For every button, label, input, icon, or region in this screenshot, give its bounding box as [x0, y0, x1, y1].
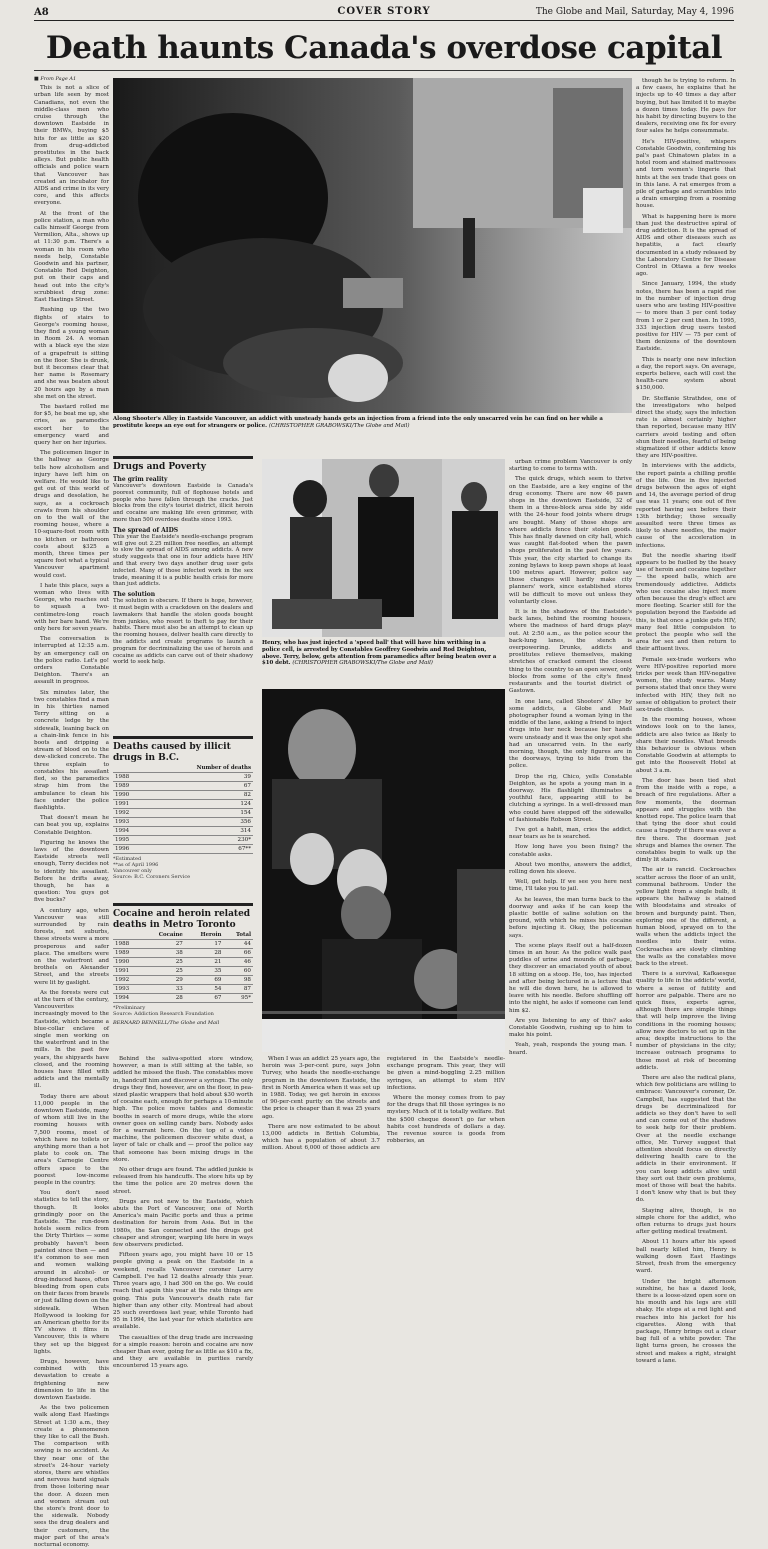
table-cell: 98: [223, 976, 253, 985]
article-paragraph: The conversation is interrupted at 12:35 a.m. by an emergency call on the police radio. Let's go! orders Constable Deighton. There's an assault in progress.: [34, 636, 109, 686]
table-row: [113, 940, 253, 949]
table-row: [113, 845, 253, 854]
article-paragraph: That doesn't mean he can beat you up, explains Constable Deighton.: [34, 815, 109, 836]
article-column-1: [34, 76, 109, 1549]
photo2-caption: [262, 640, 505, 667]
table-note: *Preliminary: [113, 1005, 146, 1011]
deaths-cell: 39: [146, 773, 253, 782]
article-paragraph: It is in the shadows of the Eastside's back lanes, behind the rooming houses, where the madness of hard drugs plays out. At 2:50 a.m., as the police scour the back-lung lanes, the stench is overpowering. Drunks, addicts and prostitutes relieve themselves, making stretches of cracked cement the closest thing to the country to an open sewer, only blocks from some of the city's finest restaurants and the tourist district of Gastown.: [509, 609, 632, 695]
article-paragraph: He's HIV-positive, whispers Constable Goodwin, confirming his pal's past Chinatown plates in a hotel room and stained mattresses and torn women's lingerie that hints at the sex trade that goes on in this lane. A rat emerges from a pile of garbage and scrambles into a drain emerging from a rooming house.: [636, 138, 736, 210]
table-row: [113, 827, 253, 836]
article-paragraph: As he leaves, the man turns back to the doorway and asks if he can keep the plastic bottle of saline solution on the ground, with which he mixes his cocaine before injecting it. Okay, the policeman says.: [509, 896, 632, 939]
sidebar-text: This year the Eastside's needle-exchange program will give out 2.25 million free needles, an attempt to slow the spread of AIDS among addicts. A new study suggests that one in four addicts have HIV and that every two days another drug user gets infected. Many of those infected work in the sex trade, meaning it is a public health crisis for more than just addicts.: [113, 533, 253, 588]
photo-injection-alley-image: [113, 78, 632, 413]
year-cell: 1988: [113, 773, 146, 782]
article-paragraph: In interviews with the addicts, the report paints a chilling profile of the life. One in five injected drugs between the ages of eight and 14, the average period of drug use was 11 years; one out of five reported having sex before their 13th birthday; those sexually assaulted were three times as likely to share needles, the major cause of the acceleration in infections.: [636, 463, 736, 549]
article-paragraph: No other drugs are found. The addled junkie is released from his handcuffs. The store hits up by the time the police are 20 metres down the street.: [113, 1167, 253, 1195]
article-paragraph: A century ago, when Vancouver was still surrounded by rain forests, not suburbs, these streets were a more prosperous and safer place. The smelters were on the waterfront and brothels on Alexander Street, and the streets were lit by gaslight.: [34, 907, 109, 986]
table-cell: 46: [223, 958, 253, 967]
sidebar-text: The solution is obscure. If there is hope, however, it must begin with a crackdown on the dealers and lawmakers that handle the stolen goods bought from junkies, who resort to theft to pay for their habits. There must also be an attempt to clean up the rooming houses, deliver health care directly to the addicts and create programs to launch a program for decriminalizing the use of heroin and cocaine as addicts can carve out of their shadowy world to seek help.: [113, 598, 253, 666]
toronto-deaths-grid: [113, 931, 253, 1003]
table-cell: 28: [185, 949, 224, 958]
article-paragraph: But the needle sharing itself appears to be fuelled by the heavy use of heroin and cocaine together — the speed balls, which are tremendously addictive. Addicts who use cocaine also inject more often because the drug's effect are more fleeting. Scarier still for the population beyond the Eastside ad this, is that once a junkie gets HIV, many feel little compulsion to protect the people who sell the area for sex and then return to their affluent lives.: [636, 552, 736, 653]
headline: Death haunts Canada's overdose capital: [34, 26, 734, 71]
deaths-cell: 67**: [146, 845, 253, 854]
deaths-bc-col-head: Number of deaths: [146, 764, 253, 773]
photo-paramedics-image: [262, 689, 505, 1052]
article-paragraph: I hate this place, says a woman who lives with George, who reaches out to squash a two-centimetre-long roach with her bare hand. We're only here for seven years.: [34, 582, 109, 633]
article-paragraph: The air is rancid. Cockroaches scatter across the floor of an unlit, communal bathroom. Under the yellow light from a single bulb, it appears the hallway is stained with bloodstains and streaks of brown and burgundy paint. Then, exploring one of the different, a human blood, sprayed on to the walls when the addicts inject the needles into their veins. Cockroaches are slowly climbing the walls as the constables move back to the street.: [636, 867, 736, 967]
article-paragraph: urban crime problem Vancouver is only starting to come to terms with.: [509, 459, 632, 473]
table-cell: 95*: [223, 994, 253, 1003]
table-header-cell: Heroin: [185, 931, 224, 940]
table-note: *Estimated: [113, 856, 142, 862]
article-paragraph: There are also the radical plans, which few politicians are willing to embrace: Vancouver's coroner, Dr. Campbell, has suggested that the drugs be decriminalized for addicts so they don't have to sell and can come out of the shadows to seek help for their problem. Over at the needle exchange office, Mr. Turvey suggest that attention should focus on directly delivering health care to the addicts in their environment. If you can keep addicts alive until they sort out their own problems, most of those will beat the habits. I don't know why that is but they do.: [636, 1075, 736, 1204]
article-paragraph: Fifteen years ago, you might have 10 or 15 people giving a peak on the Eastside in a weekend, recalls Vancouver coroner Larry Campbell. I've had 12 deaths already this year. Three years ago, I had 300 on the go. We could reach that again this year at the rate things are going. This puts Vancouver's death rate far higher than any other city. Montreal had about 25 such overdoses last year, while Toronto had 95 in 1994, the last year for which statistics are available.: [113, 1252, 253, 1331]
article-paragraph: As the two policemen walk along East Hastings Street at 1:30 a.m., they create a phenomenon they like to call the Bush. The comparison with sowing is no accident. As they near one of the street's 24-hour variety stores, there are whistles and nervous hand signals from those loitering near the door. A dozen men and women stream out the store's front door to the sidewalk. Nobody sees the drug dealers and their customers, the major part of the area's nocturnal economy.: [34, 1405, 109, 1549]
photo-paramedics: [262, 689, 505, 1052]
table-cell: 67: [185, 994, 224, 1003]
table-cell: 1992: [113, 976, 141, 985]
table-cell: 54: [185, 985, 224, 994]
toronto-deaths-header-row: [113, 931, 253, 940]
table-header-cell: Total: [223, 931, 253, 940]
photo-injection-alley: [113, 78, 632, 413]
sidebar-sections: [113, 476, 253, 666]
deaths-cell: 67: [146, 782, 253, 791]
table-header-cell: [113, 931, 141, 940]
deaths-cell: 124: [146, 800, 253, 809]
article-paragraph: At the front of the police station, a man who calls himself George from Vermilion, Alta., shows up at 11:30 p.m. There's a woman in his room who needs help, Constable Goodwin and his partner, Constable Rod Deighton, put on their caps and head out into the city's scrubbiest drug zone: East Hastings Street.: [34, 210, 109, 304]
article-paragraph: though he is trying to reform. In a few cases, he explains that he injects up to 40 times a day after buying, but has limited it to maybe a dozen times today. He pays for his habit by directing buyers to the dealers, receiving one fix for every four sales he helps consummate.: [636, 78, 736, 135]
article-paragraph: The door has been tied shut from the inside with a rope, a breach of fire regulations. After a few moments, the doorman appears and struggles with the knotted rope. The police learn that that tying the door shut could cause a tragedy if there was ever a fire there. The doorman just shrugs and blames the owner. The constables begin to walk up the dimly lit stairs.: [636, 777, 736, 864]
table-row: [113, 836, 253, 845]
table-cell: 66: [223, 949, 253, 958]
table-cell: 28: [141, 994, 185, 1003]
table-cell: 17: [185, 940, 224, 949]
table-cell: 1990: [113, 958, 141, 967]
toronto-deaths-notes: [113, 1005, 253, 1017]
sidebar-text: Vancouver's downtown Eastside is Canada's poorest community, full of flophouse hotels and people who have fallen through the cracks. Just blocks from the city's tourist district, illicit heroin and cocaine are making life even grimmer, with more than 500 overdose deaths since 1993.: [113, 483, 253, 523]
table-note: Vancouver only: [113, 868, 152, 874]
photo-arrest: [262, 459, 505, 637]
year-cell: 1996: [113, 845, 146, 854]
page-number: A8: [34, 7, 49, 18]
deaths-cell: 230*: [146, 836, 253, 845]
table-row: [113, 818, 253, 827]
article-paragraph: I've got a habit, man, cries the addict, near tears as he is searched.: [509, 826, 632, 841]
article-paragraph: The bastard rolled me for $5, he beat me up, she cries, as paramedics escort her to the emergency ward and query her on her injuries.: [34, 403, 109, 446]
deaths-cell: 82: [146, 791, 253, 800]
table-cell: 1993: [113, 985, 141, 994]
article-paragraph: In the rooming houses, whose windows look on to the lanes, addicts are also twice as likely to share their needles. What breeds this behaviour is obvious when Constable Goodwin at attempts to get into the Roosevelt Hotel at about 3 a.m.: [636, 717, 736, 774]
article-paragraph: How long have you been fixing? the constable asks.: [509, 844, 632, 858]
article-paragraph: Staying alive, though, is no simple chore for the addict, who often returns to drugs just hours after getting medical treatment.: [636, 1207, 736, 1236]
article-paragraph: There is a survival, Kafkaesque quality to life in the addicts' world, where a sense of futility and horror are palpable. There are no quick fixes, experts agree, although there are simple things that will help improve the living conditions in the rooming houses; allow new doctors to set up in the area; despite instructions to the number of physicians in the city; increase outreach programs to those most at risk of becoming addicts.: [636, 971, 736, 1071]
sidebar-subhead: The grim reality: [113, 476, 168, 483]
deaths-bc-grid: [113, 764, 253, 854]
table-cell: 35: [185, 967, 224, 976]
toronto-deaths-title: Cocaine and heroin related deaths in Metro Toronto: [113, 903, 253, 931]
table-cell: 25: [141, 958, 185, 967]
article-paragraph: You don't need statistics to tell the story, though. It looks grindingly poor on the Eastside. The run-down hotels seem relics from the Dirty Thirties — some probably haven't been painted since then — and it's common to see men and women walking around in alcohol- or drug-induced hazes, often bleeding from open cuts on their faces from brawls or just falling down on the sidewalk. When Hollywood is looking for an American ghetto for its TV shows it films in Vancouver, this is where they set up the biggest lights.: [34, 1190, 109, 1355]
sidebar-title: Drugs and Poverty: [113, 456, 253, 472]
year-cell: 1994: [113, 827, 146, 836]
photo1-caption: [113, 416, 632, 430]
article-paragraph: Where the money comes from to pay for the drugs that fill those syringes is no mystery. Much of it is totally welfare. But the $500 cheque doesn't go far when habits cost hundreds of dollars a day. The revenue source is goods from robberies, an: [387, 1095, 505, 1145]
photo1-caption-text: Along Shooter's Alley in Eastside Vancouver, an addict with unsteady hands gets an injection from a friend into the only unscarred vein he can find on her while a prostitute keeps an eye out for strangers or police.: [113, 416, 603, 429]
table-credit: BERNARD BENNELL/The Globe and Mail: [113, 1020, 220, 1026]
year-cell: 1991: [113, 800, 146, 809]
article-paragraph: Under the bright afternoon sunshine, he has a dazed look, there is a loose-sized open sore on his mouth and his legs are still shaky. He stops at a red light and reaches into his jacket for his cigarettes. Along with that package, Henry brings out a clear bag full of a white powder. The light turns green, he crosses the street and makes a right, straight toward a lane.: [636, 1278, 736, 1364]
article-paragraph: Behind the saliva-spotted store window, however, a man is still sitting at the table, so addled he missed the flush. The constables move in, handcuff him and discover a syringe. The only drugs they find, however, are on the floor, in pea-sized plastic wrappers that hold about $30 worth of cocaine each, enough for perhaps a 10-minute high. The police move tables and domestic booths in search of more drugs, while the store owner goes on selling candy bars. Nobody asks for a warrant here. On the top of a video machine, the policemen discover white dust, a layer of talc or chalk and — proof the police say that someone has been mixing drugs in the store.: [113, 1056, 253, 1163]
article-column-right: [636, 78, 737, 1364]
table-row: [113, 967, 253, 976]
sidebar-subhead: The solution: [113, 591, 156, 599]
article-column-4: [262, 1056, 505, 1262]
table-row: [113, 976, 253, 985]
deaths-bc-table: [113, 736, 253, 880]
article-paragraph: Since January, 1994, the study notes, there has been a rapid rise in the number of injection drug users who are testing HIV-positive — to more than 3 per cent today from 1 or 2 per cent then. In 1995, 333 injection drug users tested positive for HIV — 75 per cent of them denizens of the downtown Eastside.: [636, 281, 736, 353]
table-row: [113, 958, 253, 967]
continued-from: ■ From Page A1: [34, 76, 77, 82]
table-note: **as of April 1996: [113, 862, 159, 868]
table-cell: 69: [185, 976, 224, 985]
deaths-cell: 154: [146, 809, 253, 818]
table-cell: 33: [141, 985, 185, 994]
photo2-credit: (CHRISTOPHER GRABOWSKI/The Globe and Mail): [292, 660, 433, 667]
year-cell: 1990: [113, 791, 146, 800]
deaths-bc-title: Deaths caused by illicit drugs in B.C.: [113, 736, 253, 764]
table-cell: 1994: [113, 994, 141, 1003]
article-paragraph: The scene plays itself out a half-dozen times in an hour. As the police walk past puddles of urine and mounds of garbage, they discover an emaciated youth of about 18 sitting on a stoop. He, too, has injected and after being lectured in a lecture that he will die down here, he is allowed to leave with his needle. Before shuffling off into the night, he asks if someone can lend him $2.: [509, 942, 632, 1014]
page-header: [34, 6, 734, 21]
article-paragraph: There are now estimated to be about 13,000 addicts in British Columbia, which has a population of about 3.7 million. About 6,000 of those addicts are registered in the Eastside's needle-exchange program. This year, they will be given a mind-boggling 2.25 million syringes, an attempt to stem HIV infections.: [262, 1056, 505, 1152]
table-row: [113, 773, 253, 782]
article-paragraph: Drop the rig, Chico, yells Constable Deighton, as he spots a young man in a doorway. His flashlight illuminates a youthful face, appearing still to be clutching a syringe. In a well-dressed man who could have stepped off the sidewalks of fashionable Robson Street.: [509, 773, 632, 823]
publication-date: The Globe and Mail, Saturday, May 4, 1996: [535, 7, 734, 17]
table-cell: 27: [141, 940, 185, 949]
table-header-cell: Cocaine: [141, 931, 185, 940]
table-note: Source: B.C. Coroners Service: [113, 874, 191, 880]
photo1-credit: (CHRISTOPHER GRABOWSKI/The Globe and Mail): [268, 422, 410, 429]
article-paragraph: When I was an addict 25 years ago, the heroin was 3-per-cent pure, says John Turvey, who heads the needle-exchange program in the downtown Eastside, the first in North America when it was set up in 1988. Today, we get heroin in excess of 90-per-cent purity on the streets and the price is cheaper than it was 25 years ago.: [262, 1056, 380, 1120]
year-cell: 1993: [113, 818, 146, 827]
table-row: [113, 791, 253, 800]
year-cell: 1989: [113, 782, 146, 791]
article-paragraph: Yeah, yeah, responds the young man. I heard.: [509, 1042, 632, 1056]
article-paragraph: About 11 hours after his speed ball nearly killed him, Henry is walking down East Hastings Street, fresh from the emergency ward.: [636, 1239, 736, 1275]
section-label: COVER STORY: [337, 6, 431, 17]
deaths-bc-year-head: [113, 764, 146, 773]
deaths-bc-header-row: [113, 764, 253, 773]
table-cell: 1991: [113, 967, 141, 976]
article-column-2: [113, 1056, 253, 1370]
table-row: [113, 985, 253, 994]
table-row: [113, 800, 253, 809]
table-cell: 38: [141, 949, 185, 958]
table-row: [113, 809, 253, 818]
article-paragraph: As the forests were cut at the turn of the century, Vancouverites increasingly moved to the Eastside, which became a blue-collar enclave of single men working on the waterfront and in the mills. In the past few years, the shipyards have closed, and the rooming houses have filled with addicts and the mentally ill.: [34, 989, 109, 1090]
year-cell: 1992: [113, 809, 146, 818]
photo2-caption-text: Henry, who has just injected a 'speed ball' that will have him writhing in a police cell, is arrested by Constables Geoffrey Goodwin and Rod Deighton, above. Terry, below, gets attention from paramedics after being beaten over a $10 debt.: [262, 640, 497, 667]
table-cell: 87: [223, 985, 253, 994]
article-paragraph: Drugs, however, have combined with this devastation to create a frightening new dimension to life in the downtown Eastside.: [34, 1358, 109, 1401]
article-paragraph: Figuring he knows the laws of the downtown Eastside streets well enough, Terry decides not to identify his assailant. Before he drifts away, though, he has a question: You guys got five bucks?: [34, 839, 109, 904]
table-row: [113, 782, 253, 791]
article-paragraph: The quick drugs, which seem to thrive on the Eastside, are a key engine of the drug economy. There are now 46 pawn shops in the downtown Eastside, 32 of them in a three-block area side by side with the 24-hour food joints where drugs are bought. Many of those shops are where addicts fence their stolen goods. This has finally dawned on city hall, which was caught flat-footed when the pawn shops proliferated in the past few years. This year, the city started to change its zoning bylaws to keep pawn shops at least 100 metres apart. However, police say those changes will hardly make city planners' work, since established stores will be difficult to move out unless they voluntarily close.: [509, 476, 632, 605]
article-paragraph: Female sex-trade workers who were HIV-positive reported more tricks per week than HIV-negative women, the study warns. Many persons stated that once they were infected with HIV, they felt no sense of obligation to protect their sex-trade clients.: [636, 656, 737, 714]
article-paragraph: Rushing up the two flights of stairs to George's rooming house, they find a young woman in Room 24. A woman with a black eye the size of a grapefruit is sitting on the floor. She is drunk, but it becomes clear that her name is Rosemary and she was beaten about 20 hours ago by a man she met on the street.: [34, 307, 109, 400]
table-row: [113, 994, 253, 1003]
article-paragraph: Dr. Steffanie Strathdee, one of the investigators who helped direct the study, says the infection rate is almost certainly higher than reported, because many HIV carriers avoid testing and often shun their needles, fearful of being stigmatized if other addicts know they are HIV-positive.: [636, 395, 736, 460]
article-paragraph: About two months, answers the addict, rolling down his sleeve.: [509, 861, 632, 875]
article-paragraph: Are you listening to any of this? asks Constable Goodwin, rushing up to him to make his point.: [509, 1017, 632, 1039]
table-note: Source: Addiction Research Foundation: [113, 1011, 214, 1017]
photo-arrest-image: [262, 459, 505, 637]
table-cell: 1989: [113, 949, 141, 958]
table-cell: 25: [141, 967, 185, 976]
table-cell: 29: [141, 976, 185, 985]
table-cell: 1988: [113, 940, 141, 949]
toronto-deaths-table: [113, 903, 253, 1026]
table-cell: 44: [223, 940, 253, 949]
article-paragraph: Six minutes later, the two constables find a man in his thirties named Terry sitting on a concrete ledge by the sidewalk, leaning back on a chain-link fence in his boots and dripping a stream of blood on to the dew-slicked concrete. The three explain to constables his assailant fled, so the paramedics strap him from the ambulance to clean his face under the police flashlights.: [34, 689, 109, 811]
year-cell: 1995: [113, 836, 146, 845]
sidebar-subhead: The spread of AIDS: [113, 526, 179, 534]
table-cell: 60: [223, 967, 253, 976]
article-paragraph: Drugs are not new to the Eastside, which abuts the Port of Vancouver, one of North America's main Pacific ports and thus a prime destination for heroin from Asia. But in the 1980s, the San connected and the drugs got cheaper and stronger, warping life here in ways few observers predicted.: [113, 1198, 253, 1249]
sidebar-drugs-and-poverty: [113, 456, 253, 666]
table-cell: 21: [185, 958, 224, 967]
article-column-3: [509, 459, 632, 1056]
deaths-cell: 314: [146, 827, 253, 836]
article-paragraph: The policemen linger in the hallway as George tells how alcoholism and injury have left him on welfare. He would like to get out of this world of drugs and desolation, he says, as a cockroach crawls from his shoulder on to the wall of the rooming house, where a 10-square-foot room with no kitchen or bathroom costs about $325 a month, three times per square foot what a typical Vancouver apartment would cost.: [34, 450, 109, 579]
deaths-bc-notes: [113, 856, 253, 880]
article-paragraph: Today there are about 11,000 people in the downtown Eastside, many of whom still live in the rooming houses with 7,500 rooms, most of which have no toilets or anything more than a hot plate to cook on. The area's Carnegie Centre offers space to the poorest low-income people in the country.: [34, 1093, 109, 1187]
article-paragraph: This is not a slice of urban life seen by most Canadians, not even the middle-class men who cruise through the downtown Eastside in their BMWs, buying $5 hits for as little as $20 from drug-addicted prostitutes in the back alleys. But public health officials and police warn that Vancouver has created an incubator for AIDS and crime in its very core, and this affects everyone.: [34, 85, 109, 207]
deaths-cell: 356: [146, 818, 253, 827]
article-paragraph: This is nearly one new infection a day, the report says. On average, experts believe, each will cost the health-care system about $150,000.: [636, 356, 736, 392]
table-row: [113, 949, 253, 958]
article-paragraph: Well, get help. If we see you here next time, I'll take you to jail.: [509, 879, 632, 893]
article-paragraph: In one lane, called Shooters' Alley by some addicts, a Globe and Mail photographer found a woman lying in the middle of the lane, asking a friend to inject drugs into her neck because her hands were unsteady and it was the only spot she had an unscarred vein. In the early morning, though, the only figures are in the doorways, trying to hide from the police.: [509, 698, 632, 770]
article-paragraph: The casualties of the drug trade are increasing for a simple reason: heroin and cocaine are now cheaper than ever, going for as little as $10 a fix, and they are available in purities rarely encountered 15 years ago.: [113, 1334, 253, 1370]
article-paragraph: What is happening here is more than just the destructive spiral of drug addiction. It is the spread of AIDS and other diseases such as hepatitis, a fact clearly documented in a study released by the Laboratory Centre for Disease Control in Ottawa a few weeks ago.: [636, 213, 736, 278]
